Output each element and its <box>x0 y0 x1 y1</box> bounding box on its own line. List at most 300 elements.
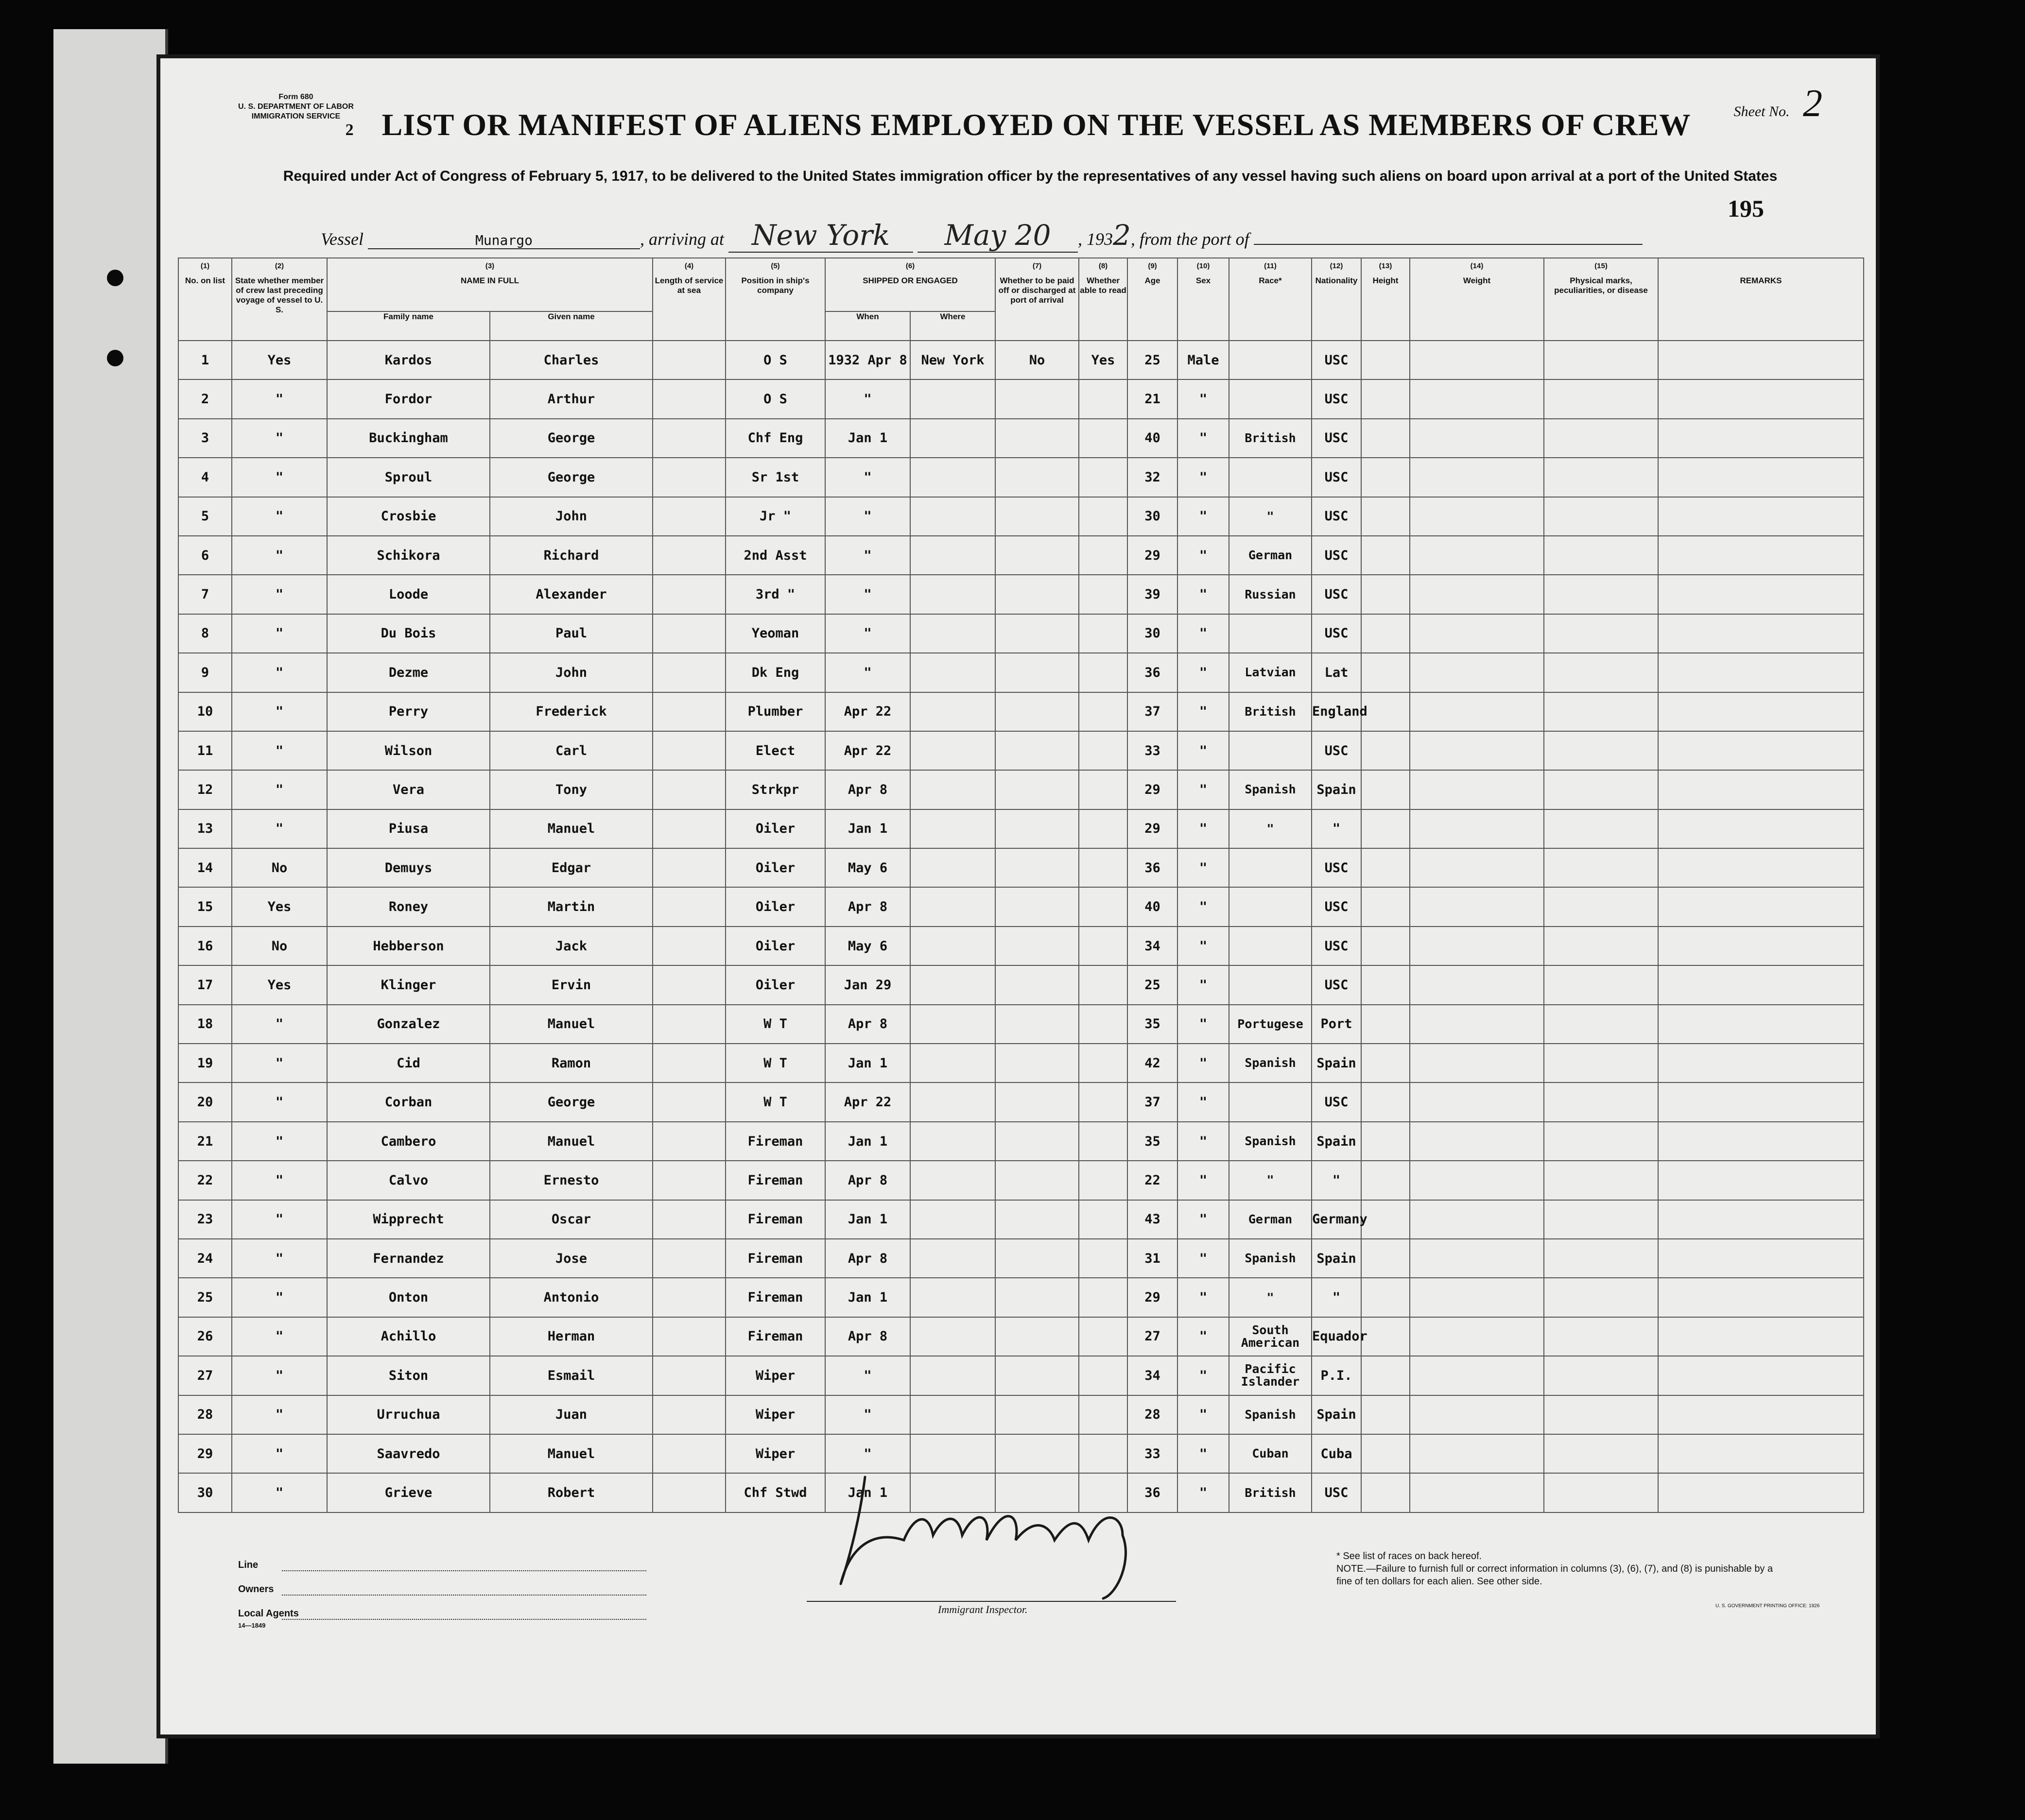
cell-race <box>1229 927 1312 965</box>
cell-position: W T <box>726 1082 825 1121</box>
cell-position: Dk Eng <box>726 653 825 692</box>
cell-remarks <box>1658 1278 1864 1317</box>
cell-row-number: 13 <box>178 809 232 848</box>
cell-length-of-service <box>653 1005 726 1044</box>
cell-given-name: Herman <box>490 1317 653 1356</box>
cell-previous-voyage: " <box>232 1044 327 1082</box>
cell-row-number: 15 <box>178 887 232 926</box>
cell-able-to-read <box>1079 1044 1127 1082</box>
cell-position: Oiler <box>726 887 825 926</box>
cell-nationality: USC <box>1312 458 1361 497</box>
cell-paid-off <box>995 614 1079 653</box>
cell-able-to-read <box>1079 653 1127 692</box>
cell-shipped-where <box>910 1082 995 1121</box>
cell-shipped-when: Apr 22 <box>825 692 910 731</box>
cell-remarks <box>1658 692 1864 731</box>
cell-shipped-where <box>910 1122 995 1161</box>
cell-remarks <box>1658 1044 1864 1082</box>
cell-length-of-service <box>653 1161 726 1200</box>
cell-age: 27 <box>1127 1317 1177 1356</box>
col-header-weight: (14) Weight <box>1410 258 1544 341</box>
table-row <box>178 692 1864 731</box>
cell-physical-marks <box>1544 731 1658 770</box>
cell-age: 29 <box>1127 536 1177 575</box>
cell-physical-marks <box>1544 575 1658 614</box>
cell-race: British <box>1229 1473 1312 1512</box>
cell-paid-off: No <box>995 341 1079 379</box>
cell-shipped-when: Apr 22 <box>825 1082 910 1121</box>
cell-given-name: George <box>490 419 653 458</box>
table-row <box>178 458 1864 497</box>
table-row <box>178 809 1864 848</box>
cell-age: 33 <box>1127 1434 1177 1473</box>
cell-remarks <box>1658 1395 1864 1434</box>
cell-weight <box>1410 341 1544 379</box>
cell-shipped-when: May 6 <box>825 927 910 965</box>
cell-position: W T <box>726 1044 825 1082</box>
cell-sex: " <box>1177 1200 1229 1239</box>
cell-shipped-when: " <box>825 614 910 653</box>
cell-sex: " <box>1177 927 1229 965</box>
cell-remarks <box>1658 1317 1864 1356</box>
cell-age: 25 <box>1127 341 1177 379</box>
cell-sex: " <box>1177 1122 1229 1161</box>
cell-shipped-where <box>910 614 995 653</box>
cell-shipped-where <box>910 458 995 497</box>
cell-remarks <box>1658 341 1864 379</box>
cell-remarks <box>1658 965 1864 1004</box>
cell-age: 36 <box>1127 653 1177 692</box>
table-row <box>178 536 1864 575</box>
cell-remarks <box>1658 1005 1864 1044</box>
cell-previous-voyage: No <box>232 927 327 965</box>
cell-sex: " <box>1177 1434 1229 1473</box>
arriving-port: New York <box>728 219 913 253</box>
cell-weight <box>1410 965 1544 1004</box>
cell-paid-off <box>995 770 1079 809</box>
cell-shipped-where <box>910 1395 995 1434</box>
cell-previous-voyage: " <box>232 1200 327 1239</box>
cell-shipped-where <box>910 1356 995 1395</box>
cell-weight <box>1410 653 1544 692</box>
col-header-able-to-read: (8) Whether able to read <box>1079 258 1127 341</box>
cell-shipped-when: 1932 Apr 8 <box>825 341 910 379</box>
cell-able-to-read <box>1079 1122 1127 1161</box>
title-text: LIST OR MANIFEST OF ALIENS EMPLOYED ON THE VESSEL AS MEMBERS OF CREW <box>381 107 1691 142</box>
cell-position: Wiper <box>726 1434 825 1473</box>
cell-family-name: Onton <box>327 1278 490 1317</box>
cell-remarks <box>1658 536 1864 575</box>
cell-sex: " <box>1177 1395 1229 1434</box>
cell-height <box>1361 809 1410 848</box>
cell-able-to-read <box>1079 1395 1127 1434</box>
cell-previous-voyage: " <box>232 575 327 614</box>
cell-row-number: 1 <box>178 341 232 379</box>
cell-sex: " <box>1177 497 1229 536</box>
cell-family-name: Demuys <box>327 848 490 887</box>
cell-nationality: USC <box>1312 887 1361 926</box>
cell-sex: " <box>1177 848 1229 887</box>
cell-height <box>1361 614 1410 653</box>
cell-shipped-where <box>910 575 995 614</box>
cell-nationality: USC <box>1312 965 1361 1004</box>
cell-previous-voyage: No <box>232 848 327 887</box>
cell-shipped-when: " <box>825 1434 910 1473</box>
cell-position: Oiler <box>726 848 825 887</box>
cell-shipped-where <box>910 1239 995 1278</box>
cell-row-number: 30 <box>178 1473 232 1512</box>
cell-given-name: Manuel <box>490 809 653 848</box>
cell-race: British <box>1229 419 1312 458</box>
cell-height <box>1361 1317 1410 1356</box>
cell-given-name: Esmail <box>490 1356 653 1395</box>
cell-weight <box>1410 1395 1544 1434</box>
cell-able-to-read <box>1079 1005 1127 1044</box>
cell-physical-marks <box>1544 536 1658 575</box>
cell-shipped-when: Apr 8 <box>825 1317 910 1356</box>
cell-able-to-read <box>1079 458 1127 497</box>
cell-able-to-read: Yes <box>1079 341 1127 379</box>
cell-able-to-read <box>1079 575 1127 614</box>
cell-weight <box>1410 1082 1544 1121</box>
cell-given-name: Richard <box>490 536 653 575</box>
cell-given-name: Tony <box>490 770 653 809</box>
cell-row-number: 9 <box>178 653 232 692</box>
cell-length-of-service <box>653 1434 726 1473</box>
cell-weight <box>1410 731 1544 770</box>
year-prefix: , 193 <box>1078 229 1113 249</box>
cell-height <box>1361 1356 1410 1395</box>
cell-row-number: 16 <box>178 927 232 965</box>
cell-height <box>1361 1278 1410 1317</box>
cell-race: South American <box>1229 1317 1312 1356</box>
line-label: Line <box>238 1560 259 1570</box>
cell-family-name: Schikora <box>327 536 490 575</box>
cell-position: Fireman <box>726 1161 825 1200</box>
cell-age: 29 <box>1127 809 1177 848</box>
cell-able-to-read <box>1079 614 1127 653</box>
cell-age: 34 <box>1127 927 1177 965</box>
cell-paid-off <box>995 809 1079 848</box>
cell-age: 37 <box>1127 692 1177 731</box>
cell-family-name: Du Bois <box>327 614 490 653</box>
table-row <box>178 1317 1864 1356</box>
manifest-footer <box>160 1506 1876 1734</box>
cell-shipped-when: " <box>825 653 910 692</box>
cell-height <box>1361 1082 1410 1121</box>
cell-age: 40 <box>1127 887 1177 926</box>
cell-family-name: Fordor <box>327 379 490 418</box>
vessel-line <box>321 219 1876 253</box>
cell-given-name: Arthur <box>490 379 653 418</box>
cell-previous-voyage: " <box>232 1434 327 1473</box>
cell-position: Plumber <box>726 692 825 731</box>
cell-height <box>1361 731 1410 770</box>
cell-height <box>1361 848 1410 887</box>
cell-previous-voyage: Yes <box>232 341 327 379</box>
cell-weight <box>1410 458 1544 497</box>
cell-remarks <box>1658 1122 1864 1161</box>
cell-race: British <box>1229 692 1312 731</box>
vessel-label: Vessel <box>321 229 363 249</box>
cell-shipped-when: Jan 1 <box>825 1278 910 1317</box>
cell-nationality: Spain <box>1312 1395 1361 1434</box>
cell-row-number: 25 <box>178 1278 232 1317</box>
cell-physical-marks <box>1544 1122 1658 1161</box>
cell-shipped-where: New York <box>910 341 995 379</box>
page-subtitle: Required under Act of Congress of February 5, 1917, to be delivered to the United States immigration officer by the representatives of any vessel having such aliens on board upon arrival at a port of the United States <box>283 168 1778 184</box>
cell-nationality: USC <box>1312 497 1361 536</box>
cell-weight <box>1410 497 1544 536</box>
cell-shipped-when: " <box>825 1395 910 1434</box>
cell-physical-marks <box>1544 1161 1658 1200</box>
cell-race: Spanish <box>1229 1239 1312 1278</box>
form-number: Form 680 <box>278 93 313 101</box>
line-field <box>282 1570 646 1571</box>
cell-physical-marks <box>1544 770 1658 809</box>
cell-weight <box>1410 692 1544 731</box>
col-header-when: When <box>825 311 910 341</box>
cell-race: Cuban <box>1229 1434 1312 1473</box>
cell-row-number: 20 <box>178 1082 232 1121</box>
cell-row-number: 2 <box>178 379 232 418</box>
cell-shipped-where <box>910 536 995 575</box>
cell-sex: " <box>1177 458 1229 497</box>
cell-sex: " <box>1177 653 1229 692</box>
cell-previous-voyage: " <box>232 1356 327 1395</box>
cell-physical-marks <box>1544 1239 1658 1278</box>
table-row <box>178 341 1864 379</box>
agents-code: 14—1849 <box>238 1622 266 1629</box>
cell-previous-voyage: " <box>232 536 327 575</box>
cell-sex: " <box>1177 1082 1229 1121</box>
cell-race: Latvian <box>1229 653 1312 692</box>
cell-family-name: Sproul <box>327 458 490 497</box>
cell-row-number: 26 <box>178 1317 232 1356</box>
col-header-race: (11) Race* <box>1229 258 1312 341</box>
cell-remarks <box>1658 497 1864 536</box>
table-row <box>178 1239 1864 1278</box>
cell-row-number: 19 <box>178 1044 232 1082</box>
cell-weight <box>1410 1356 1544 1395</box>
cell-family-name: Crosbie <box>327 497 490 536</box>
cell-nationality: " <box>1312 1278 1361 1317</box>
races-note: * See list of races on back hereof. <box>1336 1551 1482 1562</box>
cell-shipped-where <box>910 809 995 848</box>
cell-height <box>1361 497 1410 536</box>
table-row <box>178 965 1864 1004</box>
cell-family-name: Corban <box>327 1082 490 1121</box>
cell-nationality: USC <box>1312 848 1361 887</box>
cell-row-number: 8 <box>178 614 232 653</box>
cell-length-of-service <box>653 1317 726 1356</box>
page-title <box>160 107 1876 143</box>
cell-position: Sr 1st <box>726 458 825 497</box>
table-row <box>178 1122 1864 1161</box>
cell-remarks <box>1658 848 1864 887</box>
table-row <box>178 848 1864 887</box>
cell-remarks <box>1658 1434 1864 1473</box>
cell-age: 25 <box>1127 965 1177 1004</box>
cell-shipped-where <box>910 1317 995 1356</box>
cell-age: 35 <box>1127 1005 1177 1044</box>
cell-length-of-service <box>653 965 726 1004</box>
cell-sex: " <box>1177 887 1229 926</box>
cell-paid-off <box>995 1200 1079 1239</box>
cell-height <box>1361 653 1410 692</box>
col-header-physical-marks: (15) Physical marks, peculiarities, or disease <box>1544 258 1658 341</box>
cell-shipped-where <box>910 692 995 731</box>
cell-remarks <box>1658 1161 1864 1200</box>
crew-manifest-table <box>178 258 1864 1513</box>
cell-physical-marks <box>1544 458 1658 497</box>
cell-physical-marks <box>1544 1082 1658 1121</box>
cell-given-name: Ramon <box>490 1044 653 1082</box>
cell-row-number: 10 <box>178 692 232 731</box>
cell-able-to-read <box>1079 1161 1127 1200</box>
cell-position: Oiler <box>726 965 825 1004</box>
cell-physical-marks <box>1544 965 1658 1004</box>
cell-previous-voyage: " <box>232 497 327 536</box>
cell-age: 30 <box>1127 497 1177 536</box>
cell-shipped-where <box>910 731 995 770</box>
cell-given-name: Oscar <box>490 1200 653 1239</box>
col-header-paid-off: (7) Whether to be paid off or discharged at port of arrival <box>995 258 1079 341</box>
cell-race: " <box>1229 1161 1312 1200</box>
cell-previous-voyage: " <box>232 419 327 458</box>
cell-previous-voyage: " <box>232 614 327 653</box>
cell-able-to-read <box>1079 536 1127 575</box>
cell-paid-off <box>995 1122 1079 1161</box>
cell-able-to-read <box>1079 419 1127 458</box>
cell-row-number: 11 <box>178 731 232 770</box>
cell-shipped-when: Jan 1 <box>825 1200 910 1239</box>
cell-weight <box>1410 614 1544 653</box>
cell-shipped-where <box>910 1044 995 1082</box>
cell-shipped-when: Jan 1 <box>825 1473 910 1512</box>
col-header-age: (9) Age <box>1127 258 1177 341</box>
cell-length-of-service <box>653 1239 726 1278</box>
cell-shipped-when: " <box>825 575 910 614</box>
cell-paid-off <box>995 458 1079 497</box>
cell-race <box>1229 341 1312 379</box>
cell-race <box>1229 379 1312 418</box>
cell-nationality: " <box>1312 809 1361 848</box>
cell-nationality: USC <box>1312 419 1361 458</box>
cell-height <box>1361 419 1410 458</box>
cell-able-to-read <box>1079 1200 1127 1239</box>
cell-paid-off <box>995 731 1079 770</box>
cell-physical-marks <box>1544 848 1658 887</box>
cell-row-number: 18 <box>178 1005 232 1044</box>
title-number: 2 <box>345 121 354 139</box>
cell-shipped-when: May 6 <box>825 848 910 887</box>
cell-length-of-service <box>653 379 726 418</box>
col-header-name: (3) NAME IN FULL <box>327 258 653 311</box>
cell-previous-voyage: " <box>232 1473 327 1512</box>
cell-able-to-read <box>1079 379 1127 418</box>
cell-remarks <box>1658 653 1864 692</box>
cell-row-number: 17 <box>178 965 232 1004</box>
cell-shipped-where <box>910 419 995 458</box>
cell-family-name: Buckingham <box>327 419 490 458</box>
cell-height <box>1361 341 1410 379</box>
cell-row-number: 22 <box>178 1161 232 1200</box>
cell-height <box>1361 379 1410 418</box>
cell-height <box>1361 692 1410 731</box>
cell-length-of-service <box>653 887 726 926</box>
cell-previous-voyage: " <box>232 1395 327 1434</box>
cell-previous-voyage: " <box>232 692 327 731</box>
owners-field <box>282 1595 646 1596</box>
table-row <box>178 419 1864 458</box>
cell-row-number: 28 <box>178 1395 232 1434</box>
cell-family-name: Piusa <box>327 809 490 848</box>
cell-nationality: Spain <box>1312 770 1361 809</box>
cell-given-name: Ervin <box>490 965 653 1004</box>
cell-row-number: 6 <box>178 536 232 575</box>
cell-given-name: Ernesto <box>490 1161 653 1200</box>
cell-remarks <box>1658 1356 1864 1395</box>
cell-length-of-service <box>653 731 726 770</box>
cell-paid-off <box>995 927 1079 965</box>
punch-hole <box>107 350 123 366</box>
cell-weight <box>1410 1317 1544 1356</box>
cell-previous-voyage: Yes <box>232 965 327 1004</box>
cell-row-number: 7 <box>178 575 232 614</box>
cell-paid-off <box>995 887 1079 926</box>
col-header-nationality: (12) Nationality <box>1312 258 1361 341</box>
cell-remarks <box>1658 575 1864 614</box>
cell-position: Strkpr <box>726 770 825 809</box>
cell-previous-voyage: " <box>232 653 327 692</box>
cell-shipped-when: Jan 1 <box>825 419 910 458</box>
cell-sex: " <box>1177 692 1229 731</box>
cell-shipped-when: " <box>825 536 910 575</box>
cell-physical-marks <box>1544 1005 1658 1044</box>
cell-physical-marks <box>1544 692 1658 731</box>
cell-previous-voyage: " <box>232 1239 327 1278</box>
service-name: IMMIGRATION SERVICE <box>251 112 341 120</box>
cell-family-name: Siton <box>327 1356 490 1395</box>
col-header-no: (1) No. on list <box>178 258 232 341</box>
sheet-number-value: 2 <box>1803 82 1822 125</box>
cell-given-name: Edgar <box>490 848 653 887</box>
cell-race: " <box>1229 809 1312 848</box>
cell-given-name: Robert <box>490 1473 653 1512</box>
col-header-where: Where <box>910 311 995 341</box>
cell-able-to-read <box>1079 497 1127 536</box>
cell-able-to-read <box>1079 1356 1127 1395</box>
cell-previous-voyage: " <box>232 1161 327 1200</box>
cell-row-number: 27 <box>178 1356 232 1395</box>
cell-weight <box>1410 1044 1544 1082</box>
cell-race: Spanish <box>1229 1122 1312 1161</box>
cell-family-name: Cambero <box>327 1122 490 1161</box>
cell-physical-marks <box>1544 419 1658 458</box>
cell-paid-off <box>995 653 1079 692</box>
cell-position: Fireman <box>726 1317 825 1356</box>
cell-shipped-where <box>910 965 995 1004</box>
cell-position: Elect <box>726 731 825 770</box>
col-header-length-of-service: (4) Length of service at sea <box>653 258 726 341</box>
cell-row-number: 23 <box>178 1200 232 1239</box>
agents-label: Local Agents <box>238 1608 299 1619</box>
cell-position: 2nd Asst <box>726 536 825 575</box>
cell-paid-off <box>995 536 1079 575</box>
cell-sex: " <box>1177 1278 1229 1317</box>
cell-row-number: 14 <box>178 848 232 887</box>
